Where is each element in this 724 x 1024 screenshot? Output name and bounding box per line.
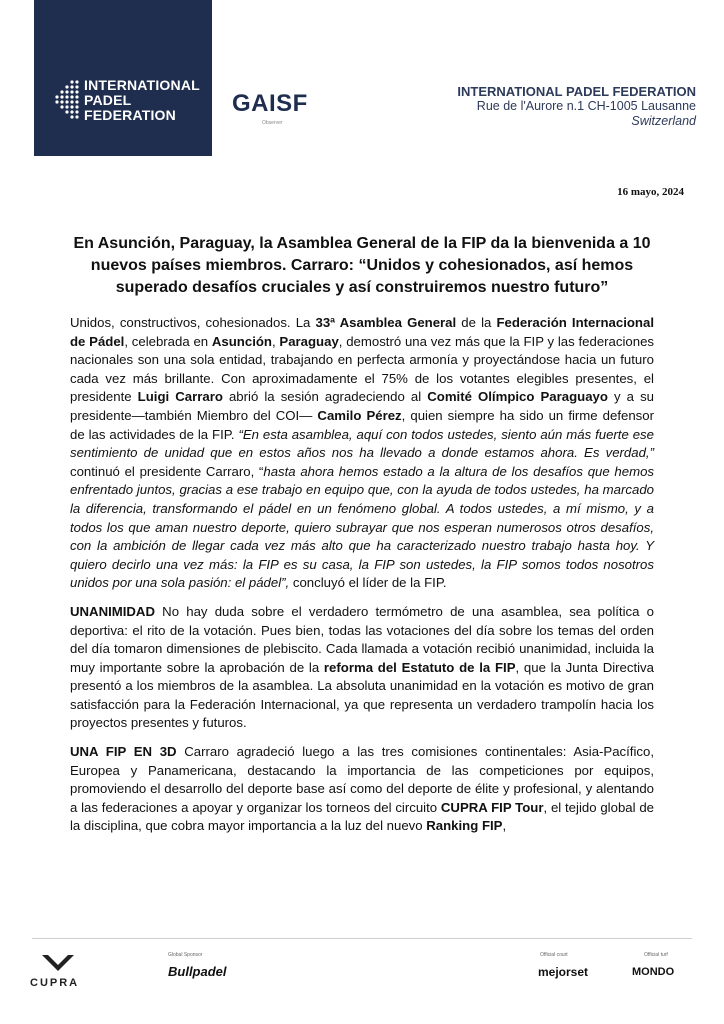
gaisf-logo bbox=[232, 90, 322, 130]
logo-line: FEDERATION bbox=[84, 107, 176, 123]
footer-divider bbox=[32, 938, 692, 939]
global-sponsor-label: Global Sponsor bbox=[168, 952, 203, 958]
bold-text: Federación Internacional de Pádel bbox=[70, 315, 654, 349]
bullpadel-logo: Bullpadel bbox=[168, 964, 227, 979]
text-run: y a su presidente—también Miembro del COI— bbox=[70, 389, 655, 423]
letterhead bbox=[0, 0, 724, 156]
official-turf-label: Official turf bbox=[644, 952, 668, 958]
official-court-label: Official court bbox=[540, 952, 568, 958]
cupra-logo-icon bbox=[40, 953, 76, 973]
address-block bbox=[457, 84, 696, 129]
text-run: , que la Junta Directiva presentó a los miembros de la asamblea. La absoluta unanimidad en la votación es motivo de gran satisfacción para la Federación Internacional, ya que representa un verdadero trampolín hacia los proyectos presentes y futuros. bbox=[70, 659, 654, 731]
quote-text: “En esta asamblea, aquí con todos ustedes, siento aún más fuerte ese sentimiento de unidad que en estos años nos ha llevado a donde estamos ahora. Es verdad,” bbox=[70, 426, 654, 461]
gaisf-subtitle: Observer bbox=[262, 120, 283, 126]
text-run: No hay duda sobre el verdadero termómetro de una asamblea, sea política o deportiva: el rito de la votación. Pues bien, todas las votaciones del día sobre los temas del orden del día tomaron dimensiones de plebiscito. Cada llamada a votación recibió unanimidad, incluida la muy importante sobre la aprobación de la bbox=[70, 603, 654, 675]
mondo-logo: MONDO bbox=[632, 966, 675, 978]
bold-text: UNA FIP EN 3D bbox=[70, 744, 177, 760]
text-run: , celebrada en bbox=[124, 333, 212, 349]
text-run: , el tejido global de la disciplina, que cobra mayor importancia a la luz del nuevo bbox=[70, 799, 655, 834]
bold-text: Luigi Carraro bbox=[137, 389, 223, 405]
paragraph bbox=[70, 743, 654, 836]
text-run: de la bbox=[456, 315, 497, 330]
paragraph bbox=[70, 314, 654, 593]
text-run: continuó el presidente Carraro, “ bbox=[70, 463, 264, 479]
text-run: abrió la sesión agradeciendo al bbox=[222, 389, 428, 405]
text-run: concluyó el líder de la FIP. bbox=[289, 575, 447, 591]
document-date: 16 mayo, 2024 bbox=[617, 186, 684, 198]
text-run: Carraro agradeció luego a las tres comisiones continentales: Asia-Pacífico, Europea y Panamericana, destacando la importancia de las competiciones por equipos, promoviendo el desarrollo del deporte base así como del deporte de élite y profesional, y alentando a las federaciones a apoyar y organizar los torneos del circuito bbox=[70, 744, 654, 815]
bold-text: Ranking FIP bbox=[426, 818, 503, 834]
gaisf-logo-text: GAISF bbox=[232, 90, 308, 117]
headline: En Asunción, Paraguay, la Asamblea General de la FIP da la bienvenida a 10 nuevos países miembros. Carraro: “Unidos y cohesionados, así hemos superado desafíos cruciales y así construiremos nuestro futuro” bbox=[73, 235, 651, 296]
bold-text: Asunción bbox=[211, 333, 272, 349]
address-street: Rue de l'Aurore n.1 CH-1005 Lausanne bbox=[476, 99, 696, 113]
article-body bbox=[70, 314, 654, 846]
bold-text: UNANIMIDAD bbox=[70, 603, 155, 619]
mejorset-logo: mejorset bbox=[538, 965, 589, 979]
address-org: INTERNATIONAL PADEL FEDERATION bbox=[457, 84, 696, 99]
bold-text: Comité Olímpico Paraguayo bbox=[427, 389, 608, 405]
text-run: , quien siempre ha sido un firme defensor de las actividades de la FIP. bbox=[70, 407, 654, 442]
cupra-logo-text: CUPRA bbox=[30, 977, 80, 989]
text-run: , bbox=[502, 818, 507, 834]
paragraph bbox=[70, 603, 654, 733]
text-run: , bbox=[271, 333, 280, 349]
bold-text: CUPRA FIP Tour bbox=[440, 799, 544, 815]
text-run: Unidos, constructivos, cohesionados. La bbox=[70, 315, 316, 330]
bold-text: reforma del Estatuto de la FIP bbox=[323, 659, 516, 675]
bold-text: 33ª Asamblea General bbox=[315, 315, 457, 330]
logo-line: PADEL bbox=[84, 92, 132, 108]
fip-logo-text bbox=[84, 78, 200, 123]
bold-text: Camilo Pérez bbox=[317, 407, 402, 423]
fip-logo bbox=[34, 0, 212, 156]
padel-ball-icon bbox=[52, 78, 80, 122]
logo-line: INTERNATIONAL bbox=[84, 77, 200, 93]
quote-text: hasta ahora hemos estado a la altura de los desafíos que hemos enfrentado juntos, gracias a ese trabajo en equipo que, con la ayuda de todos ustedes, ha marcado la diferencia, transformando el pádel en un fenómeno global. A todos ustedes, a mí mismo, y a todos los que aman nuestro deporte, quiero subrayar que nos esperan numerosos otros desafíos, con la ambición de llegar cada vez más alto que ha caracterizado nuestro trabajo hasta hoy. Y quiero decirlo una vez más: la FIP es su casa, la FIP son ustedes, la FIP somos todos nosotros unidos por una sola pasión: el pádel”, bbox=[70, 463, 654, 591]
bold-text: Paraguay bbox=[279, 333, 339, 349]
address-country: Switzerland bbox=[631, 114, 696, 128]
text-run: , demostró una vez más que la FIP y las federaciones nacionales son una sola entidad, trabajando en perfecta armonía y proyectándose hacia un futuro cada vez más brillante. Con aproximadamente el 75% de los votantes elegibles presentes, el presidente bbox=[70, 333, 654, 405]
